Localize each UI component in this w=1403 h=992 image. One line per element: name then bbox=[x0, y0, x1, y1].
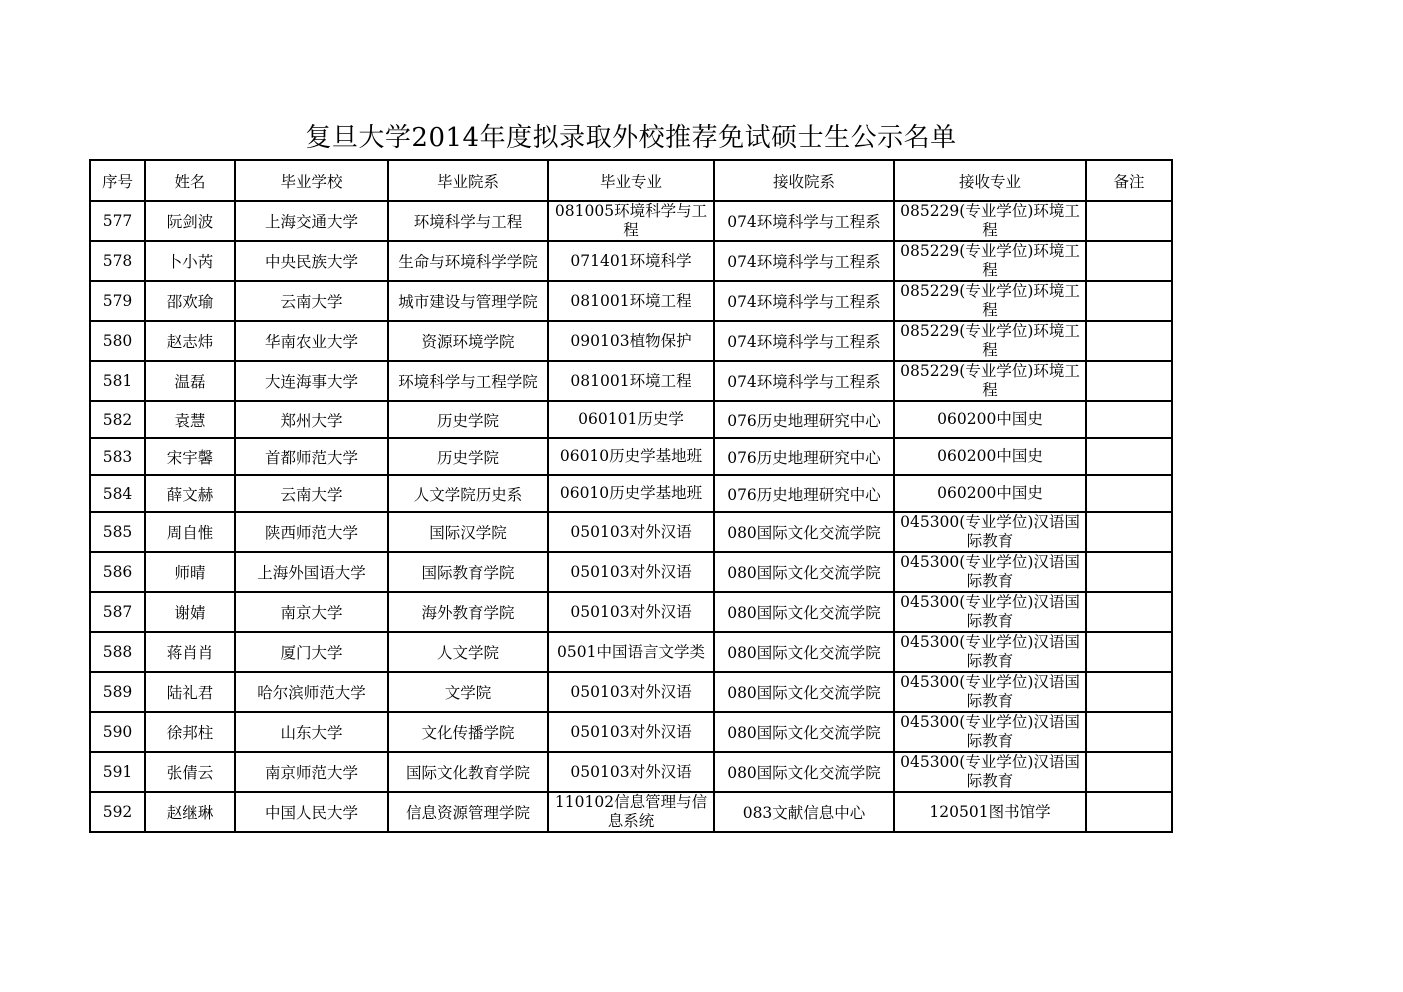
cell-remarks bbox=[1086, 475, 1172, 512]
cell-major bbox=[548, 401, 714, 438]
cell-receiving-department bbox=[714, 792, 894, 832]
cell-remarks bbox=[1086, 281, 1172, 321]
cell-major bbox=[548, 241, 714, 281]
cell-name-text: 陆礼君 bbox=[166, 684, 214, 702]
cell-department bbox=[388, 512, 548, 552]
cell-school bbox=[235, 712, 388, 752]
cell-name-text: 师晴 bbox=[174, 564, 206, 582]
table-header-row bbox=[90, 160, 1172, 201]
cell-name-text: 卜小芮 bbox=[166, 253, 214, 271]
cell-department-text: 人文学院历史系 bbox=[413, 485, 523, 504]
cell-school-text: 云南大学 bbox=[280, 293, 343, 311]
header-remarks: 备注 bbox=[1086, 160, 1172, 201]
cell-department-text: 国际教育学院 bbox=[421, 564, 515, 582]
cell-school bbox=[235, 672, 388, 712]
cell-major bbox=[548, 475, 714, 512]
cell-index bbox=[90, 201, 145, 241]
cell-department-text: 人文学院 bbox=[436, 644, 499, 662]
cell-name-text: 张倩云 bbox=[166, 764, 214, 782]
cell-school bbox=[235, 241, 388, 281]
cell-name-text: 谢婧 bbox=[174, 604, 206, 622]
cell-index-text: 582 bbox=[102, 410, 133, 429]
cell-department-text: 环境科学与工程学院 bbox=[398, 373, 538, 391]
admission-table bbox=[89, 159, 1173, 833]
cell-index-text: 590 bbox=[102, 723, 133, 741]
cell-index bbox=[90, 512, 145, 552]
cell-receiving-major bbox=[894, 241, 1086, 281]
cell-remarks bbox=[1086, 792, 1172, 832]
cell-remarks bbox=[1086, 592, 1172, 632]
cell-index-text: 581 bbox=[102, 372, 133, 390]
table-row bbox=[90, 438, 1172, 475]
cell-major bbox=[548, 321, 714, 361]
table-row bbox=[90, 712, 1172, 752]
cell-index bbox=[90, 401, 145, 438]
cell-receiving-major bbox=[894, 632, 1086, 672]
cell-department bbox=[388, 752, 548, 792]
cell-name bbox=[145, 281, 235, 321]
cell-school-text: 中央民族大学 bbox=[264, 253, 358, 271]
cell-major-text: 050103对外汉语 bbox=[570, 562, 692, 581]
table-body bbox=[90, 201, 1172, 832]
cell-receiving-major-text: 085229(专业学位)环境工程 bbox=[900, 202, 1080, 239]
cell-name-text: 宋宇馨 bbox=[166, 448, 214, 467]
cell-receiving-major-text: 045300(专业学位)汉语国际教育 bbox=[900, 513, 1080, 550]
cell-receiving-department bbox=[714, 241, 894, 281]
cell-receiving-department bbox=[714, 752, 894, 792]
cell-major-text: 071401环境科学 bbox=[570, 251, 692, 270]
header-school: 毕业学校 bbox=[235, 160, 388, 201]
cell-major bbox=[548, 712, 714, 752]
table-row bbox=[90, 241, 1172, 281]
cell-major bbox=[548, 552, 714, 592]
cell-index bbox=[90, 632, 145, 672]
cell-major bbox=[548, 752, 714, 792]
cell-major bbox=[548, 438, 714, 475]
cell-name bbox=[145, 752, 235, 792]
cell-index bbox=[90, 475, 145, 512]
cell-name bbox=[145, 712, 235, 752]
cell-major bbox=[548, 281, 714, 321]
cell-receiving-department bbox=[714, 552, 894, 592]
table-row bbox=[90, 361, 1172, 401]
cell-remarks bbox=[1086, 752, 1172, 792]
cell-school bbox=[235, 592, 388, 632]
cell-major bbox=[548, 592, 714, 632]
cell-department bbox=[388, 712, 548, 752]
cell-receiving-department bbox=[714, 361, 894, 401]
cell-index bbox=[90, 552, 145, 592]
table-row bbox=[90, 512, 1172, 552]
cell-school-text: 上海交通大学 bbox=[264, 213, 358, 231]
table-row bbox=[90, 475, 1172, 512]
table-row bbox=[90, 672, 1172, 712]
header-receiving-department: 接收院系 bbox=[714, 160, 894, 201]
cell-remarks bbox=[1086, 361, 1172, 401]
cell-major-text: 060101历史学 bbox=[578, 410, 684, 428]
header-name: 姓名 bbox=[145, 160, 235, 201]
cell-department bbox=[388, 281, 548, 321]
cell-receiving-department-text: 076历史地理研究中心 bbox=[727, 448, 881, 467]
cell-index bbox=[90, 321, 145, 361]
cell-school bbox=[235, 632, 388, 672]
cell-remarks bbox=[1086, 512, 1172, 552]
cell-receiving-department-text: 080国际文化交流学院 bbox=[727, 644, 881, 662]
page-title: 复旦大学2014年度拟录取外校推荐免试硕士生公示名单 bbox=[305, 123, 957, 153]
cell-major-text: 06010历史学基地班 bbox=[559, 484, 703, 502]
cell-receiving-major bbox=[894, 475, 1086, 512]
cell-receiving-department-text: 074环境科学与工程系 bbox=[727, 253, 881, 271]
cell-remarks bbox=[1086, 632, 1172, 672]
cell-school bbox=[235, 321, 388, 361]
cell-receiving-department bbox=[714, 512, 894, 552]
table-row bbox=[90, 281, 1172, 321]
cell-receiving-major-text: 045300(专业学位)汉语国际教育 bbox=[900, 633, 1080, 670]
cell-receiving-department-text: 080国际文化交流学院 bbox=[727, 604, 881, 622]
cell-school-text: 南京大学 bbox=[280, 604, 343, 622]
cell-major-text: 081001环境工程 bbox=[570, 371, 692, 390]
cell-remarks bbox=[1086, 241, 1172, 281]
cell-major-text: 090103植物保护 bbox=[570, 331, 692, 350]
cell-major-text: 050103对外汉语 bbox=[570, 682, 692, 701]
cell-department bbox=[388, 672, 548, 712]
cell-school-text: 厦门大学 bbox=[280, 644, 343, 662]
cell-index-text: 580 bbox=[102, 332, 133, 350]
cell-major-text: 050103对外汉语 bbox=[570, 522, 692, 541]
cell-receiving-department-text: 080国际文化交流学院 bbox=[727, 524, 881, 542]
cell-receiving-major-text: 120501图书馆学 bbox=[929, 802, 1051, 821]
cell-receiving-major-text: 045300(专业学位)汉语国际教育 bbox=[900, 753, 1080, 790]
cell-school bbox=[235, 752, 388, 792]
cell-receiving-major-text: 045300(专业学位)汉语国际教育 bbox=[900, 593, 1080, 630]
cell-name-text: 赵志炜 bbox=[166, 333, 214, 351]
cell-name-text: 袁慧 bbox=[174, 411, 206, 430]
cell-index bbox=[90, 438, 145, 475]
cell-receiving-major bbox=[894, 672, 1086, 712]
cell-receiving-department bbox=[714, 281, 894, 321]
cell-remarks bbox=[1086, 201, 1172, 241]
cell-name bbox=[145, 201, 235, 241]
cell-receiving-major-text: 060200中国史 bbox=[937, 410, 1043, 428]
cell-remarks bbox=[1086, 672, 1172, 712]
cell-major bbox=[548, 632, 714, 672]
cell-department bbox=[388, 632, 548, 672]
cell-name bbox=[145, 475, 235, 512]
cell-name-text: 周自惟 bbox=[166, 524, 214, 542]
table-row bbox=[90, 552, 1172, 592]
cell-index bbox=[90, 792, 145, 832]
cell-major-text: 050103对外汉语 bbox=[570, 602, 692, 621]
cell-major-text: 06010历史学基地班 bbox=[559, 447, 703, 465]
cell-major bbox=[548, 201, 714, 241]
cell-receiving-major bbox=[894, 792, 1086, 832]
cell-school bbox=[235, 201, 388, 241]
cell-department-text: 资源环境学院 bbox=[421, 333, 515, 351]
cell-index-text: 591 bbox=[102, 763, 133, 781]
cell-school-text: 首都师范大学 bbox=[264, 448, 358, 467]
cell-remarks bbox=[1086, 552, 1172, 592]
cell-department bbox=[388, 438, 548, 475]
cell-department-text: 历史学院 bbox=[436, 411, 499, 430]
cell-school bbox=[235, 475, 388, 512]
cell-receiving-department bbox=[714, 712, 894, 752]
header-major: 毕业专业 bbox=[548, 160, 714, 201]
cell-index-text: 586 bbox=[102, 563, 133, 581]
cell-name bbox=[145, 792, 235, 832]
cell-receiving-department bbox=[714, 475, 894, 512]
cell-index bbox=[90, 712, 145, 752]
cell-major-text: 081005环境科学与工程 bbox=[554, 202, 708, 239]
cell-school-text: 郑州大学 bbox=[280, 411, 343, 430]
cell-receiving-major bbox=[894, 438, 1086, 475]
cell-receiving-major-text: 060200中国史 bbox=[937, 447, 1043, 465]
cell-index bbox=[90, 672, 145, 712]
cell-name bbox=[145, 632, 235, 672]
cell-department-text: 历史学院 bbox=[436, 448, 499, 467]
table-row bbox=[90, 792, 1172, 832]
cell-index-text: 592 bbox=[102, 803, 133, 821]
cell-receiving-department-text: 074环境科学与工程系 bbox=[727, 293, 881, 311]
cell-index-text: 589 bbox=[102, 683, 133, 701]
cell-school bbox=[235, 438, 388, 475]
cell-school-text: 中国人民大学 bbox=[264, 804, 358, 822]
cell-name bbox=[145, 438, 235, 475]
cell-index bbox=[90, 281, 145, 321]
cell-index-text: 578 bbox=[102, 252, 133, 270]
cell-receiving-major bbox=[894, 592, 1086, 632]
cell-receiving-major bbox=[894, 321, 1086, 361]
cell-index-text: 583 bbox=[102, 447, 133, 466]
cell-name-text: 徐邦柱 bbox=[166, 724, 214, 742]
cell-name bbox=[145, 401, 235, 438]
cell-name-text: 邵欢瑜 bbox=[166, 293, 214, 311]
cell-major-text: 110102信息管理与信息系统 bbox=[554, 793, 708, 830]
table-row bbox=[90, 752, 1172, 792]
cell-major-text: 0501中国语言文学类 bbox=[557, 642, 705, 661]
table-row bbox=[90, 201, 1172, 241]
cell-department-text: 文学院 bbox=[444, 684, 492, 702]
table-row bbox=[90, 632, 1172, 672]
cell-remarks bbox=[1086, 712, 1172, 752]
cell-receiving-major bbox=[894, 401, 1086, 438]
header-index: 序号 bbox=[90, 160, 145, 201]
cell-receiving-department bbox=[714, 592, 894, 632]
cell-receiving-department-text: 074环境科学与工程系 bbox=[727, 373, 881, 391]
cell-index bbox=[90, 361, 145, 401]
cell-receiving-department-text: 080国际文化交流学院 bbox=[727, 564, 881, 582]
cell-name bbox=[145, 512, 235, 552]
cell-receiving-department bbox=[714, 201, 894, 241]
cell-remarks bbox=[1086, 438, 1172, 475]
cell-department-text: 生命与环境科学学院 bbox=[398, 253, 538, 271]
cell-receiving-department-text: 080国际文化交流学院 bbox=[727, 684, 881, 702]
cell-index bbox=[90, 752, 145, 792]
cell-department-text: 文化传播学院 bbox=[421, 724, 515, 742]
cell-receiving-major bbox=[894, 552, 1086, 592]
header-receiving-major: 接收专业 bbox=[894, 160, 1086, 201]
cell-receiving-major-text: 085229(专业学位)环境工程 bbox=[900, 322, 1080, 359]
cell-receiving-major-text: 085229(专业学位)环境工程 bbox=[900, 282, 1080, 319]
cell-receiving-major bbox=[894, 281, 1086, 321]
cell-receiving-major-text: 045300(专业学位)汉语国际教育 bbox=[900, 673, 1080, 710]
cell-index-text: 577 bbox=[102, 212, 133, 230]
table-row bbox=[90, 401, 1172, 438]
cell-school bbox=[235, 512, 388, 552]
cell-name bbox=[145, 672, 235, 712]
cell-receiving-major bbox=[894, 201, 1086, 241]
header-department: 毕业院系 bbox=[388, 160, 548, 201]
cell-department-text: 环境科学与工程 bbox=[413, 213, 523, 231]
cell-receiving-department bbox=[714, 632, 894, 672]
cell-name-text: 蒋肖肖 bbox=[166, 644, 214, 662]
cell-name-text: 薛文赫 bbox=[166, 485, 214, 504]
cell-name bbox=[145, 241, 235, 281]
cell-department bbox=[388, 361, 548, 401]
cell-school-text: 上海外国语大学 bbox=[257, 564, 366, 582]
cell-name bbox=[145, 321, 235, 361]
cell-index-text: 584 bbox=[102, 484, 133, 503]
cell-major-text: 050103对外汉语 bbox=[570, 762, 692, 781]
cell-receiving-department-text: 083文献信息中心 bbox=[742, 804, 866, 822]
cell-school bbox=[235, 552, 388, 592]
cell-receiving-major-text: 045300(专业学位)汉语国际教育 bbox=[900, 713, 1080, 750]
cell-major bbox=[548, 672, 714, 712]
cell-school-text: 云南大学 bbox=[280, 485, 343, 504]
cell-department bbox=[388, 792, 548, 832]
cell-name bbox=[145, 552, 235, 592]
cell-index-text: 587 bbox=[102, 603, 133, 621]
cell-receiving-major bbox=[894, 712, 1086, 752]
cell-name-text: 赵继琳 bbox=[166, 804, 214, 822]
cell-receiving-department-text: 076历史地理研究中心 bbox=[727, 411, 881, 430]
cell-name-text: 温磊 bbox=[174, 373, 206, 391]
cell-department bbox=[388, 552, 548, 592]
cell-department-text: 海外教育学院 bbox=[421, 604, 515, 622]
table-row bbox=[90, 321, 1172, 361]
cell-school-text: 南京师范大学 bbox=[264, 764, 358, 782]
cell-name bbox=[145, 361, 235, 401]
cell-department-text: 城市建设与管理学院 bbox=[398, 293, 538, 311]
cell-receiving-department bbox=[714, 321, 894, 361]
cell-name bbox=[145, 592, 235, 632]
cell-name-text: 阮剑波 bbox=[166, 213, 214, 231]
cell-major bbox=[548, 512, 714, 552]
cell-school-text: 山东大学 bbox=[280, 724, 343, 742]
cell-index-text: 585 bbox=[102, 523, 133, 541]
cell-department bbox=[388, 592, 548, 632]
cell-index-text: 588 bbox=[102, 643, 133, 661]
cell-school-text: 大连海事大学 bbox=[264, 373, 358, 391]
cell-department bbox=[388, 401, 548, 438]
cell-department-text: 信息资源管理学院 bbox=[405, 804, 530, 822]
cell-receiving-major-text: 085229(专业学位)环境工程 bbox=[900, 362, 1080, 399]
cell-major-text: 081001环境工程 bbox=[570, 291, 692, 310]
cell-school bbox=[235, 792, 388, 832]
cell-department-text: 国际文化教育学院 bbox=[405, 764, 530, 782]
cell-receiving-department-text: 080国际文化交流学院 bbox=[727, 724, 881, 742]
cell-receiving-department-text: 074环境科学与工程系 bbox=[727, 213, 881, 231]
cell-receiving-department bbox=[714, 672, 894, 712]
cell-school-text: 华南农业大学 bbox=[264, 333, 358, 351]
cell-receiving-major-text: 060200中国史 bbox=[937, 484, 1043, 502]
cell-receiving-department bbox=[714, 401, 894, 438]
cell-school-text: 陕西师范大学 bbox=[264, 524, 358, 542]
cell-major bbox=[548, 792, 714, 832]
cell-department bbox=[388, 201, 548, 241]
cell-receiving-major-text: 045300(专业学位)汉语国际教育 bbox=[900, 553, 1080, 590]
cell-receiving-department bbox=[714, 438, 894, 475]
cell-index bbox=[90, 592, 145, 632]
cell-receiving-department-text: 076历史地理研究中心 bbox=[727, 485, 881, 504]
cell-receiving-department-text: 074环境科学与工程系 bbox=[727, 333, 881, 351]
cell-school-text: 哈尔滨师范大学 bbox=[257, 684, 366, 702]
cell-receiving-major bbox=[894, 361, 1086, 401]
cell-school bbox=[235, 401, 388, 438]
cell-department bbox=[388, 241, 548, 281]
cell-index bbox=[90, 241, 145, 281]
cell-school bbox=[235, 361, 388, 401]
cell-receiving-major bbox=[894, 752, 1086, 792]
cell-major-text: 050103对外汉语 bbox=[570, 722, 692, 741]
cell-department bbox=[388, 321, 548, 361]
cell-department bbox=[388, 475, 548, 512]
cell-index-text: 579 bbox=[102, 292, 133, 310]
cell-department-text: 国际汉学院 bbox=[429, 524, 507, 542]
cell-major bbox=[548, 361, 714, 401]
cell-remarks bbox=[1086, 401, 1172, 438]
cell-receiving-major bbox=[894, 512, 1086, 552]
cell-receiving-department-text: 080国际文化交流学院 bbox=[727, 764, 881, 782]
cell-school bbox=[235, 281, 388, 321]
table-row bbox=[90, 592, 1172, 632]
cell-remarks bbox=[1086, 321, 1172, 361]
cell-receiving-major-text: 085229(专业学位)环境工程 bbox=[900, 242, 1080, 279]
